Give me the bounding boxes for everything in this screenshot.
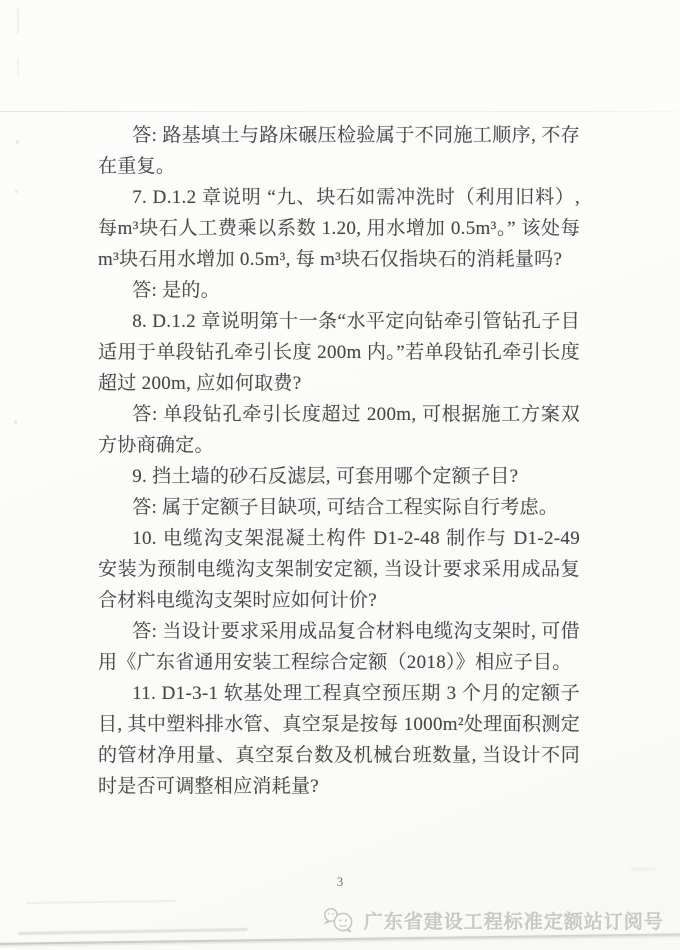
page-number: 3 (336, 874, 344, 889)
answer-paragraph: 答: 单段钻孔牵引长度超过 200m, 可根据施工方案双方协商确定。 (98, 404, 580, 456)
question-paragraph: 7. D.1.2 章说明 “九、块石如需冲洗时（利用旧料）, 每m³块石人工费乘以系数 1.20, 用水增加 0.5m³。” 该处每 m³块石用水增加 0.5m³, 每 m³块石仅指块石的消耗量吗? (98, 187, 580, 270)
answer-paragraph: 答: 当设计要求采用成品复合材料电缆沟支架时, 可借用《广东省通用安装工程综合定额（2018）》相应子目。 (98, 621, 580, 673)
scan-artifact-hairline (0, 111, 680, 112)
scan-artifact-speck (14, 420, 17, 424)
scan-artifact-speck (16, 140, 19, 144)
question-paragraph: 8. D.1.2 章说明第十一条“水平定向钻牵引管钻孔子目适用于单段钻孔牵引长度 200m 内。”若单段钻孔牵引长度超过 200m, 应如何取费? (98, 311, 580, 394)
page-edge-line (0, 933, 680, 945)
scan-artifact-speck (630, 868, 656, 871)
wechat-subscription-logo-icon (322, 906, 358, 934)
scan-artifact-speck (15, 190, 18, 193)
answer-paragraph: 答: 路基填土与路床碾压检验属于不同施工顺序, 不存在重复。 (98, 125, 580, 177)
watermark-label: 广东省建设工程标准定额站订阅号 (363, 911, 664, 933)
watermark (322, 906, 664, 934)
question-paragraph: 11. D1-3-1 软基处理工程真空预压期 3 个月的定额子目, 其中塑料排水管、真空泵是按每 1000m²处理面积测定的管材净用量、真空泵台数及机械台班数量, 当设计不同时是否可调整相应消耗量? (98, 683, 580, 797)
scan-artifact-smudge (26, 900, 176, 904)
scan-artifact-speck (17, 58, 19, 76)
answer-paragraph: 答: 属于定额子目缺项, 可结合工程实际自行考虑。 (132, 497, 559, 518)
question-paragraph: 10. 电缆沟支架混凝土构件 D1-2-48 制作与 D1-2-49 安装为预制电缆沟支架制安定额, 当设计要求采用成品复合材料电缆沟支架时应如何计价? (98, 528, 580, 611)
question-paragraph: 9. 挡土墙的砂石反滤层, 可套用哪个定额子目? (132, 466, 519, 487)
document-body (98, 120, 580, 802)
scan-artifact-smudge (18, 928, 248, 935)
scan-artifact-speck (17, 8, 19, 34)
answer-paragraph: 答: 是的。 (132, 280, 221, 301)
